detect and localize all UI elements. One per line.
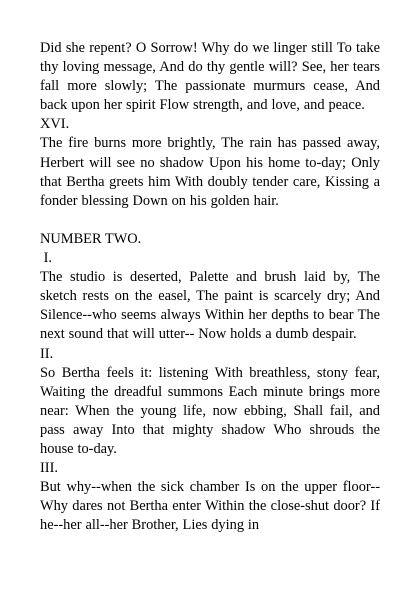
paragraph-fire: The fire burns more brightly, The rain has passed away, Herbert will see no shadow Upon his home to-day; Only that Bertha greets him With doubly tender care, Kissing a fonder blessing Down on his golden hair. — [40, 135, 380, 209]
paragraph-bertha-feels: So Bertha feels it: listening With breathless, stony fear, Waiting the dreadful summons Each minute brings more near: When the young life, now ebbing, Shall fail, and pass away Into that mighty shadow Who shrouds the house to-day. — [40, 364, 380, 457]
paragraph-repent: Did she repent? O Sorrow! Why do we linger still To take thy loving message, And do thy gentle will? See, her tears fall more slowly; The passionate murmurs cease, And back upon her spirit Flow strength, and love, and peace. — [40, 40, 380, 114]
paragraph-sick-chamber: But why--when the sick chamber Is on the upper floor-- Why dares not Bertha enter Within the close-shut door? If he--her all--her Brother, Lies dying in — [40, 479, 380, 534]
section-heading-xvi: XVI. — [40, 116, 70, 133]
section-heading-iii: III. — [40, 460, 58, 477]
part-heading-number-two: NUMBER TWO. — [40, 230, 142, 247]
paragraph-studio: The studio is deserted, Palette and brush laid by, The sketch rests on the easel, The paint is scarcely dry; And Silence--who seems always Within her depths to bear The next sound that will utter-- Now holds a dumb despair. — [40, 269, 380, 343]
section-heading-i: I. — [40, 250, 52, 267]
blank-line — [40, 211, 380, 230]
section-heading-ii: II. — [40, 345, 54, 362]
document-page — [40, 39, 380, 535]
